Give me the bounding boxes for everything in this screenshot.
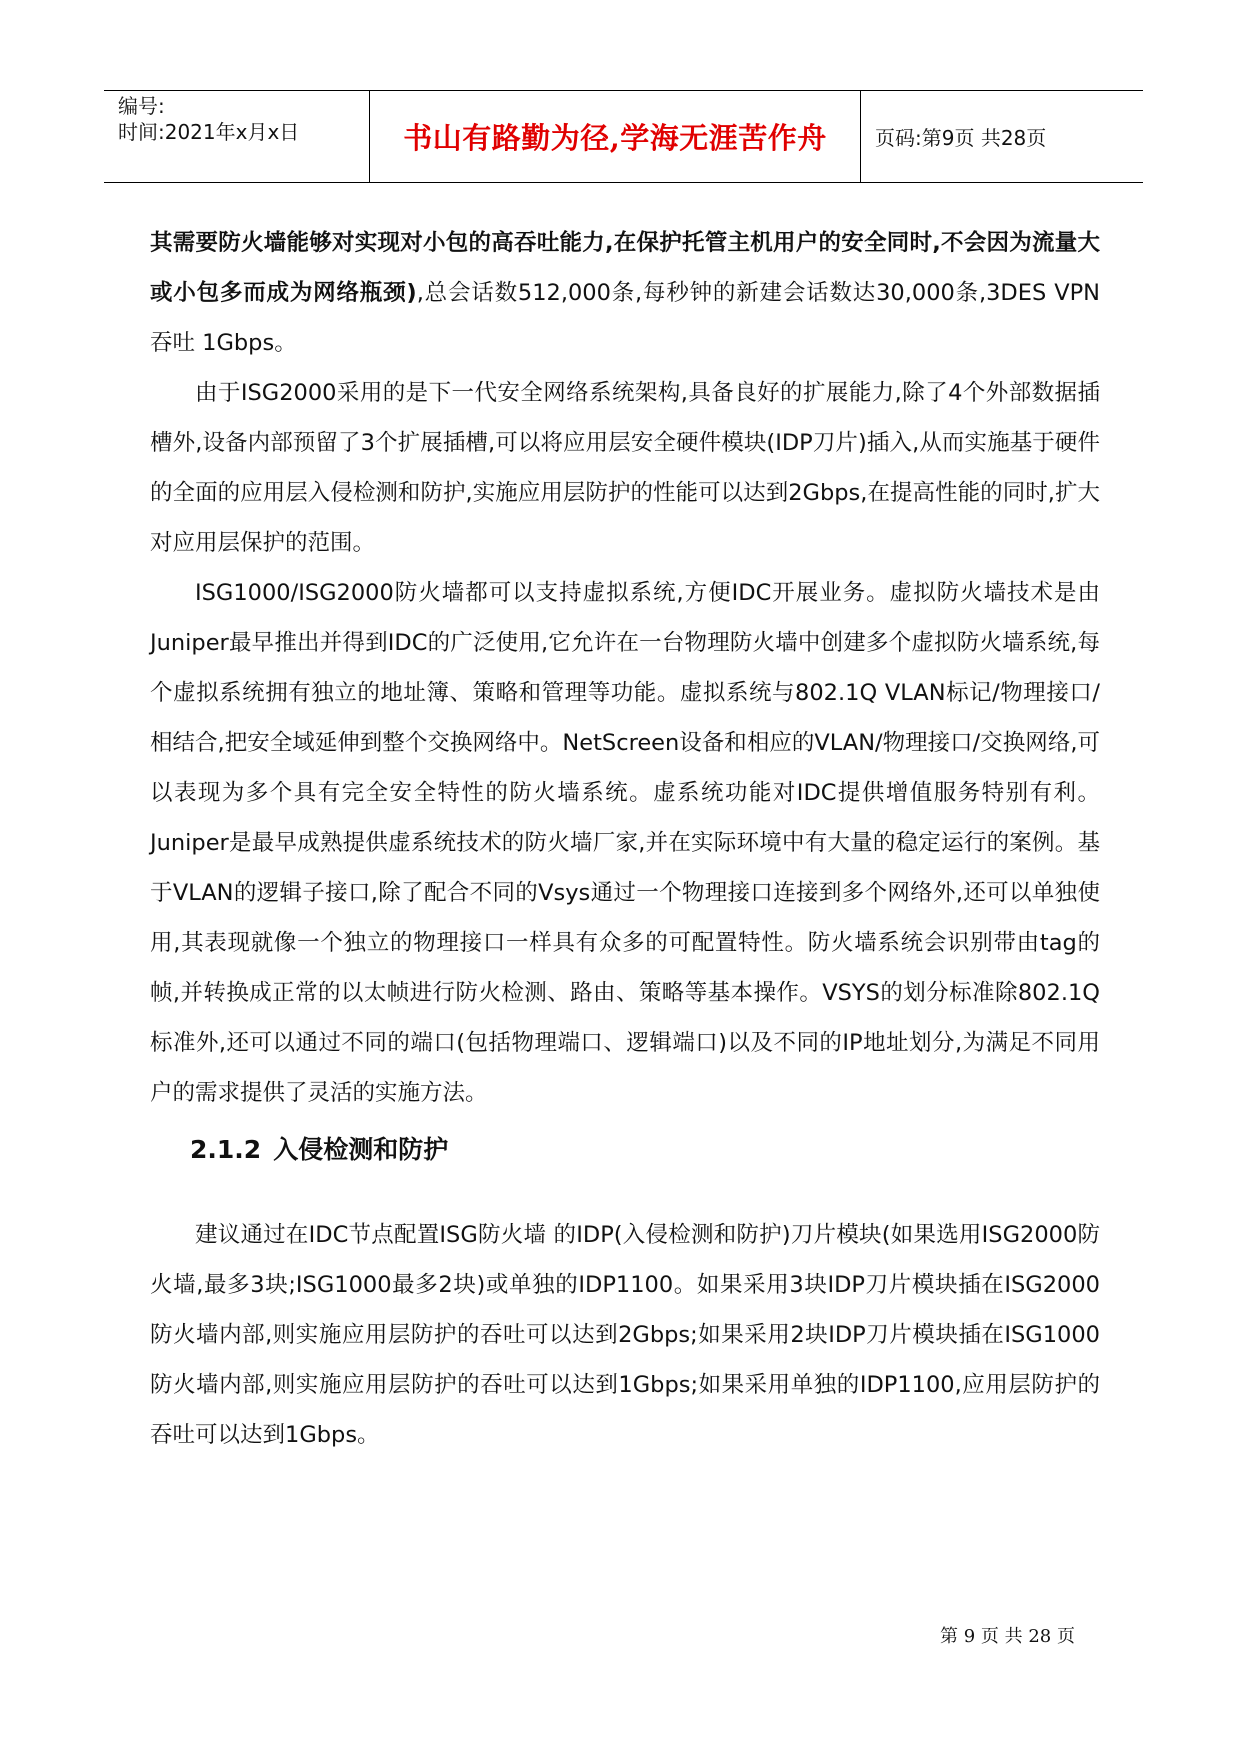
page-info: 页码:第9页 共28页 — [875, 126, 1047, 150]
header-meta-cell — [104, 91, 370, 182]
paragraph-3: ISG1000/ISG2000防火墙都可以支持虚拟系统,方便IDC开展业务。虚拟防火墙技术是由Juniper最早推出并得到IDC的广泛使用,它允许在一台物理防火墙中创建多个虚拟防火墙系统,每个虚拟系统拥有独立的地址簿、策略和管理等功能。虚拟系统与802.1Q VLAN标记/物理接口/相结合,把安全域延伸到整个交换网络中。NetScreen设备和相应的VLAN/物理接口/交换网络,可以表现为多个具有完全安全特性的防火墙系统。虚系统功能对IDC提供增值服务特别有利。Juniper是最早成熟提供虚系统技术的防火墙厂家,并在实际环境中有大量的稳定运行的案例。基于VLAN的逻辑子接口,除了配合不同的Vsys通过一个物理接口连接到多个网络外,还可以单独使用,其表现就像一个独立的物理接口一样具有众多的可配置特性。防火墙系统会识别带由tag的帧,并转换成正常的以太帧进行防火检测、路由、策略等基本操作。VSYS的划分标准除802.1Q标准外,还可以通过不同的端口(包括物理端口、逻辑端口)以及不同的IP地址划分,为满足不同用户的需求提供了灵活的实施方法。 — [150, 580, 1100, 1106]
serial-number-label: 编号: — [118, 94, 165, 118]
document-body — [150, 218, 1100, 1460]
section-heading — [190, 1130, 1100, 1190]
paragraph-1-text: ,总会话数512,000条,每秒钟的新建会话数达30,000条,3DES VPN 吞吐 1Gbps。 — [150, 280, 1100, 356]
paragraph-4: 建议通过在IDC节点配置ISG防火墙 的IDP(入侵检测和防护)刀片模块(如果选用ISG2000防火墙,最多3块;ISG1000最多2块)或单独的IDP1100。如果采用3块IDP刀片模块插在ISG2000防火墙内部,则实施应用层防护的吞吐可以达到2Gbps;如果采用2块IDP刀片模块插在ISG1000防火墙内部,则实施应用层防护的吞吐可以达到1Gbps;如果采用单独的IDP1100,应用层防护的吞吐可以达到1Gbps。 — [150, 1222, 1100, 1448]
page-footer: 第 9 页 共 28 页 — [940, 1626, 1075, 1647]
paragraph-1 — [150, 218, 1100, 368]
motto-text: 书山有路勤为径,学海无涯苦作舟 — [403, 121, 827, 155]
date-line: 时间:2021年x月x日 — [118, 120, 300, 144]
section-title: 入侵检测和防护 — [273, 1135, 449, 1164]
paragraph-1-bold-text: 其需要防火墙能够对实现对小包的高吞吐能力,在保护托管主机用户的安全同时,不会因为流量大或小包多而成为网络瓶颈) — [150, 230, 1100, 306]
page-header — [104, 90, 1143, 183]
paragraph-2: 由于ISG2000采用的是下一代安全网络系统架构,具备良好的扩展能力,除了4个外部数据插槽外,设备内部预留了3个扩展插槽,可以将应用层安全硬件模块(IDP刀片)插入,从而实施基于硬件的全面的应用层入侵检测和防护,实施应用层防护的性能可以达到2Gbps,在提高性能的同时,扩大对应用层保护的范围。 — [150, 380, 1100, 556]
header-page-cell — [861, 91, 1143, 182]
section-number: 2.1.2 — [190, 1135, 262, 1164]
header-motto-cell — [370, 91, 861, 182]
